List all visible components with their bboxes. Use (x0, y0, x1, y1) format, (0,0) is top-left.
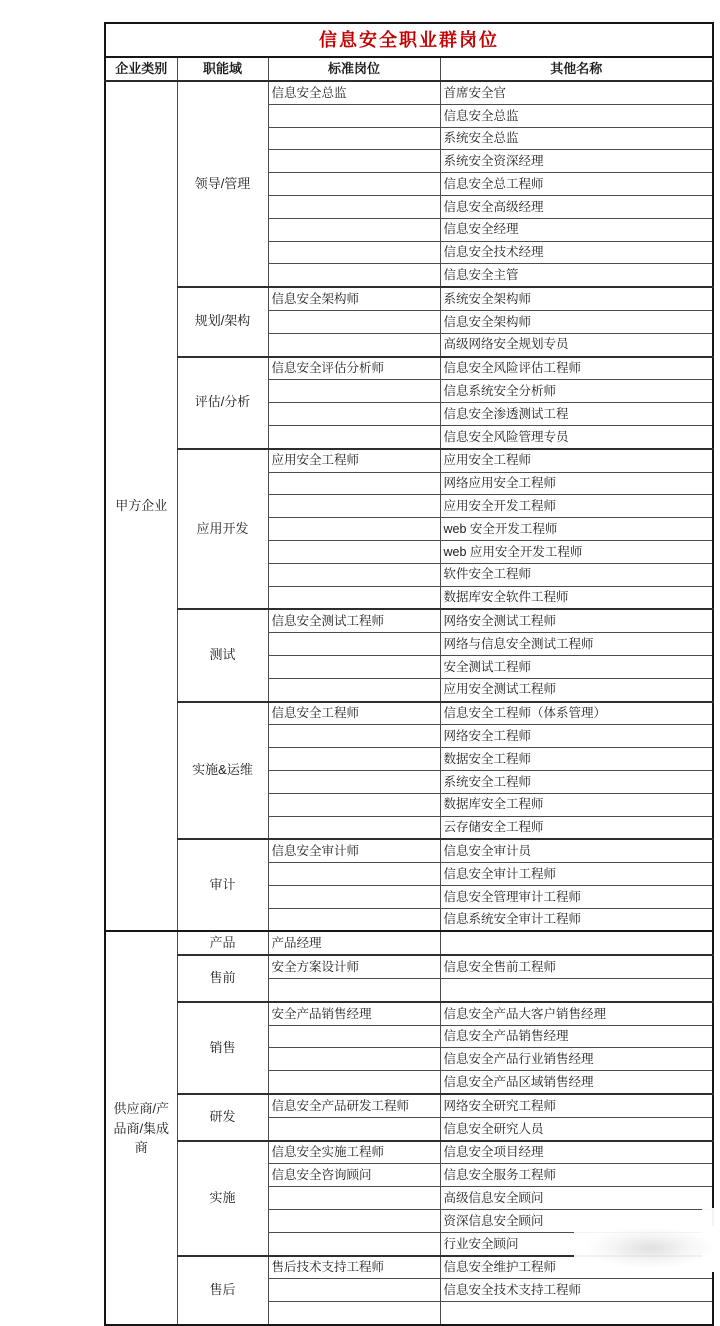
standard-position-cell: 信息安全实施工程师 (268, 1141, 440, 1164)
standard-position-cell: 安全方案设计师 (268, 955, 440, 978)
other-name-cell: web 安全开发工程师 (440, 518, 713, 541)
other-name-cell: 信息安全审计员 (440, 839, 713, 862)
column-header-other-names: 其他名称 (440, 57, 713, 81)
other-name-cell: 首席安全官 (440, 81, 713, 104)
other-name-cell: 信息安全架构师 (440, 310, 713, 333)
other-name-cell: 信息安全管理审计工程师 (440, 885, 713, 908)
standard-position-cell (268, 540, 440, 563)
table-row (105, 609, 713, 632)
other-name-cell: 应用安全测试工程师 (440, 678, 713, 701)
table-row (105, 955, 713, 978)
other-name-cell: 信息安全产品大客户销售经理 (440, 1002, 713, 1025)
domain-cell: 评估/分析 (177, 357, 268, 449)
standard-position-cell (268, 333, 440, 356)
other-name-cell: 应用安全工程师 (440, 449, 713, 472)
other-name-cell: 数据库安全软件工程师 (440, 586, 713, 609)
table-row (105, 1002, 713, 1025)
other-name-cell (440, 931, 713, 955)
standard-position-cell (268, 518, 440, 541)
standard-position-cell (268, 380, 440, 403)
standard-position-cell (268, 150, 440, 173)
other-name-cell (440, 979, 713, 1002)
standard-position-cell (268, 218, 440, 241)
other-name-cell: 信息安全技术经理 (440, 241, 713, 264)
other-name-cell: 软件安全工程师 (440, 563, 713, 586)
column-header-category: 企业类别 (105, 57, 177, 81)
other-name-cell: 信息系统安全分析师 (440, 380, 713, 403)
standard-position-cell (268, 1071, 440, 1094)
table-row (105, 839, 713, 862)
standard-position-cell: 售后技术支持工程师 (268, 1256, 440, 1279)
category-cell: 甲方企业 (105, 81, 177, 931)
standard-position-cell: 信息安全工程师 (268, 702, 440, 725)
domain-cell: 实施&运维 (177, 702, 268, 840)
other-name-cell: 网络安全测试工程师 (440, 609, 713, 632)
other-name-cell: 资深信息安全顾问 (440, 1210, 713, 1233)
standard-position-cell: 信息安全测试工程师 (268, 609, 440, 632)
other-name-cell: 信息安全技术支持工程师 (440, 1279, 713, 1302)
standard-position-cell (268, 586, 440, 609)
other-name-cell: 信息安全主管 (440, 264, 713, 287)
other-name-cell: 信息系统安全审计工程师 (440, 908, 713, 931)
standard-position-cell (268, 495, 440, 518)
standard-position-cell (268, 173, 440, 196)
standard-position-cell: 信息安全评估分析师 (268, 357, 440, 380)
other-name-cell: 系统安全总监 (440, 127, 713, 150)
other-name-cell: 应用安全开发工程师 (440, 495, 713, 518)
standard-position-cell (268, 1302, 440, 1325)
domain-cell: 售前 (177, 955, 268, 1002)
other-name-cell: 安全测试工程师 (440, 655, 713, 678)
standard-position-cell (268, 979, 440, 1002)
other-name-cell: 网络与信息安全测试工程师 (440, 633, 713, 656)
standard-position-cell (268, 310, 440, 333)
table-row (105, 287, 713, 310)
domain-cell: 规划/架构 (177, 287, 268, 356)
other-name-cell: 信息安全风险管理专员 (440, 425, 713, 448)
domain-cell: 应用开发 (177, 449, 268, 610)
standard-position-cell (268, 816, 440, 839)
table-body (105, 81, 713, 1325)
other-name-cell: 网络安全工程师 (440, 725, 713, 748)
other-name-cell: 信息安全服务工程师 (440, 1164, 713, 1187)
table-title: 信息安全职业群岗位 (105, 23, 713, 57)
standard-position-cell (268, 633, 440, 656)
other-name-cell: 信息安全售前工程师 (440, 955, 713, 978)
standard-position-cell (268, 563, 440, 586)
standard-position-cell: 信息安全产品研发工程师 (268, 1094, 440, 1117)
other-name-cell: 网络安全研究工程师 (440, 1094, 713, 1117)
standard-position-cell (268, 472, 440, 495)
other-name-cell: 系统安全工程师 (440, 770, 713, 793)
standard-position-cell: 产品经理 (268, 931, 440, 955)
other-name-cell: 信息安全项目经理 (440, 1141, 713, 1164)
table-row (105, 1094, 713, 1117)
standard-position-cell (268, 1210, 440, 1233)
other-name-cell: 数据安全工程师 (440, 748, 713, 771)
other-name-cell: 系统安全资深经理 (440, 150, 713, 173)
other-name-cell (440, 1302, 713, 1325)
standard-position-cell (268, 655, 440, 678)
standard-position-cell (268, 1279, 440, 1302)
other-name-cell: 信息安全高级经理 (440, 195, 713, 218)
standard-position-cell: 信息安全咨询顾问 (268, 1164, 440, 1187)
table-row (105, 1141, 713, 1164)
other-name-cell: 信息安全产品行业销售经理 (440, 1048, 713, 1071)
standard-position-cell (268, 908, 440, 931)
table-sheet (104, 22, 714, 1326)
other-name-cell: 系统安全架构师 (440, 287, 713, 310)
column-header-standard-position: 标准岗位 (268, 57, 440, 81)
standard-position-cell (268, 725, 440, 748)
domain-cell: 销售 (177, 1002, 268, 1094)
table-row (105, 702, 713, 725)
standard-position-cell (268, 678, 440, 701)
column-header-domain: 职能域 (177, 57, 268, 81)
other-name-cell: 信息安全总工程师 (440, 173, 713, 196)
title-row (105, 23, 713, 57)
domain-cell: 售后 (177, 1256, 268, 1325)
standard-position-cell (268, 793, 440, 816)
table-row (105, 449, 713, 472)
standard-position-cell (268, 241, 440, 264)
standard-position-cell (268, 403, 440, 426)
standard-position-cell (268, 104, 440, 127)
standard-position-cell (268, 195, 440, 218)
column-header-row (105, 57, 713, 81)
standard-position-cell (268, 748, 440, 771)
other-name-cell: 信息安全渗透测试工程 (440, 403, 713, 426)
other-name-cell: 信息安全产品区域销售经理 (440, 1071, 713, 1094)
category-cell: 供应商/产品商/集成商 (105, 931, 177, 1325)
domain-cell: 审计 (177, 839, 268, 931)
standard-position-cell (268, 770, 440, 793)
standard-position-cell (268, 1187, 440, 1210)
standard-position-cell: 应用安全工程师 (268, 449, 440, 472)
other-name-cell: 高级信息安全顾问 (440, 1187, 713, 1210)
gray-smudge-artifact (588, 1228, 712, 1268)
standard-position-cell: 信息安全总监 (268, 81, 440, 104)
standard-position-cell: 信息安全架构师 (268, 287, 440, 310)
domain-cell: 研发 (177, 1094, 268, 1141)
other-name-cell: 云存储安全工程师 (440, 816, 713, 839)
other-name-cell: 信息安全维护工程师 (440, 1256, 713, 1279)
other-name-cell: 网络应用安全工程师 (440, 472, 713, 495)
standard-position-cell (268, 885, 440, 908)
table-row (105, 357, 713, 380)
domain-cell: 产品 (177, 931, 268, 955)
domain-cell: 实施 (177, 1141, 268, 1256)
table-row (105, 931, 713, 955)
other-name-cell: 信息安全研究人员 (440, 1117, 713, 1140)
other-name-cell: 高级网络安全规划专员 (440, 333, 713, 356)
other-name-cell: 信息安全经理 (440, 218, 713, 241)
standard-position-cell (268, 264, 440, 287)
standard-position-cell: 信息安全审计师 (268, 839, 440, 862)
other-name-cell: 信息安全工程师（体系管理） (440, 702, 713, 725)
standard-position-cell (268, 863, 440, 886)
standard-position-cell (268, 425, 440, 448)
positions-table (104, 22, 714, 1326)
other-name-cell: 信息安全风险评估工程师 (440, 357, 713, 380)
other-name-cell: 信息安全总监 (440, 104, 713, 127)
standard-position-cell (268, 1048, 440, 1071)
domain-cell: 领导/管理 (177, 81, 268, 287)
standard-position-cell: 安全产品销售经理 (268, 1002, 440, 1025)
table-row (105, 81, 713, 104)
domain-cell: 测试 (177, 609, 268, 701)
other-name-cell: web 应用安全开发工程师 (440, 540, 713, 563)
other-name-cell: 数据库安全工程师 (440, 793, 713, 816)
other-name-cell: 行业安全顾问 (440, 1232, 713, 1255)
other-name-cell: 信息安全审计工程师 (440, 863, 713, 886)
standard-position-cell (268, 1025, 440, 1048)
standard-position-cell (268, 1117, 440, 1140)
standard-position-cell (268, 127, 440, 150)
standard-position-cell (268, 1232, 440, 1255)
other-name-cell: 信息安全产品销售经理 (440, 1025, 713, 1048)
